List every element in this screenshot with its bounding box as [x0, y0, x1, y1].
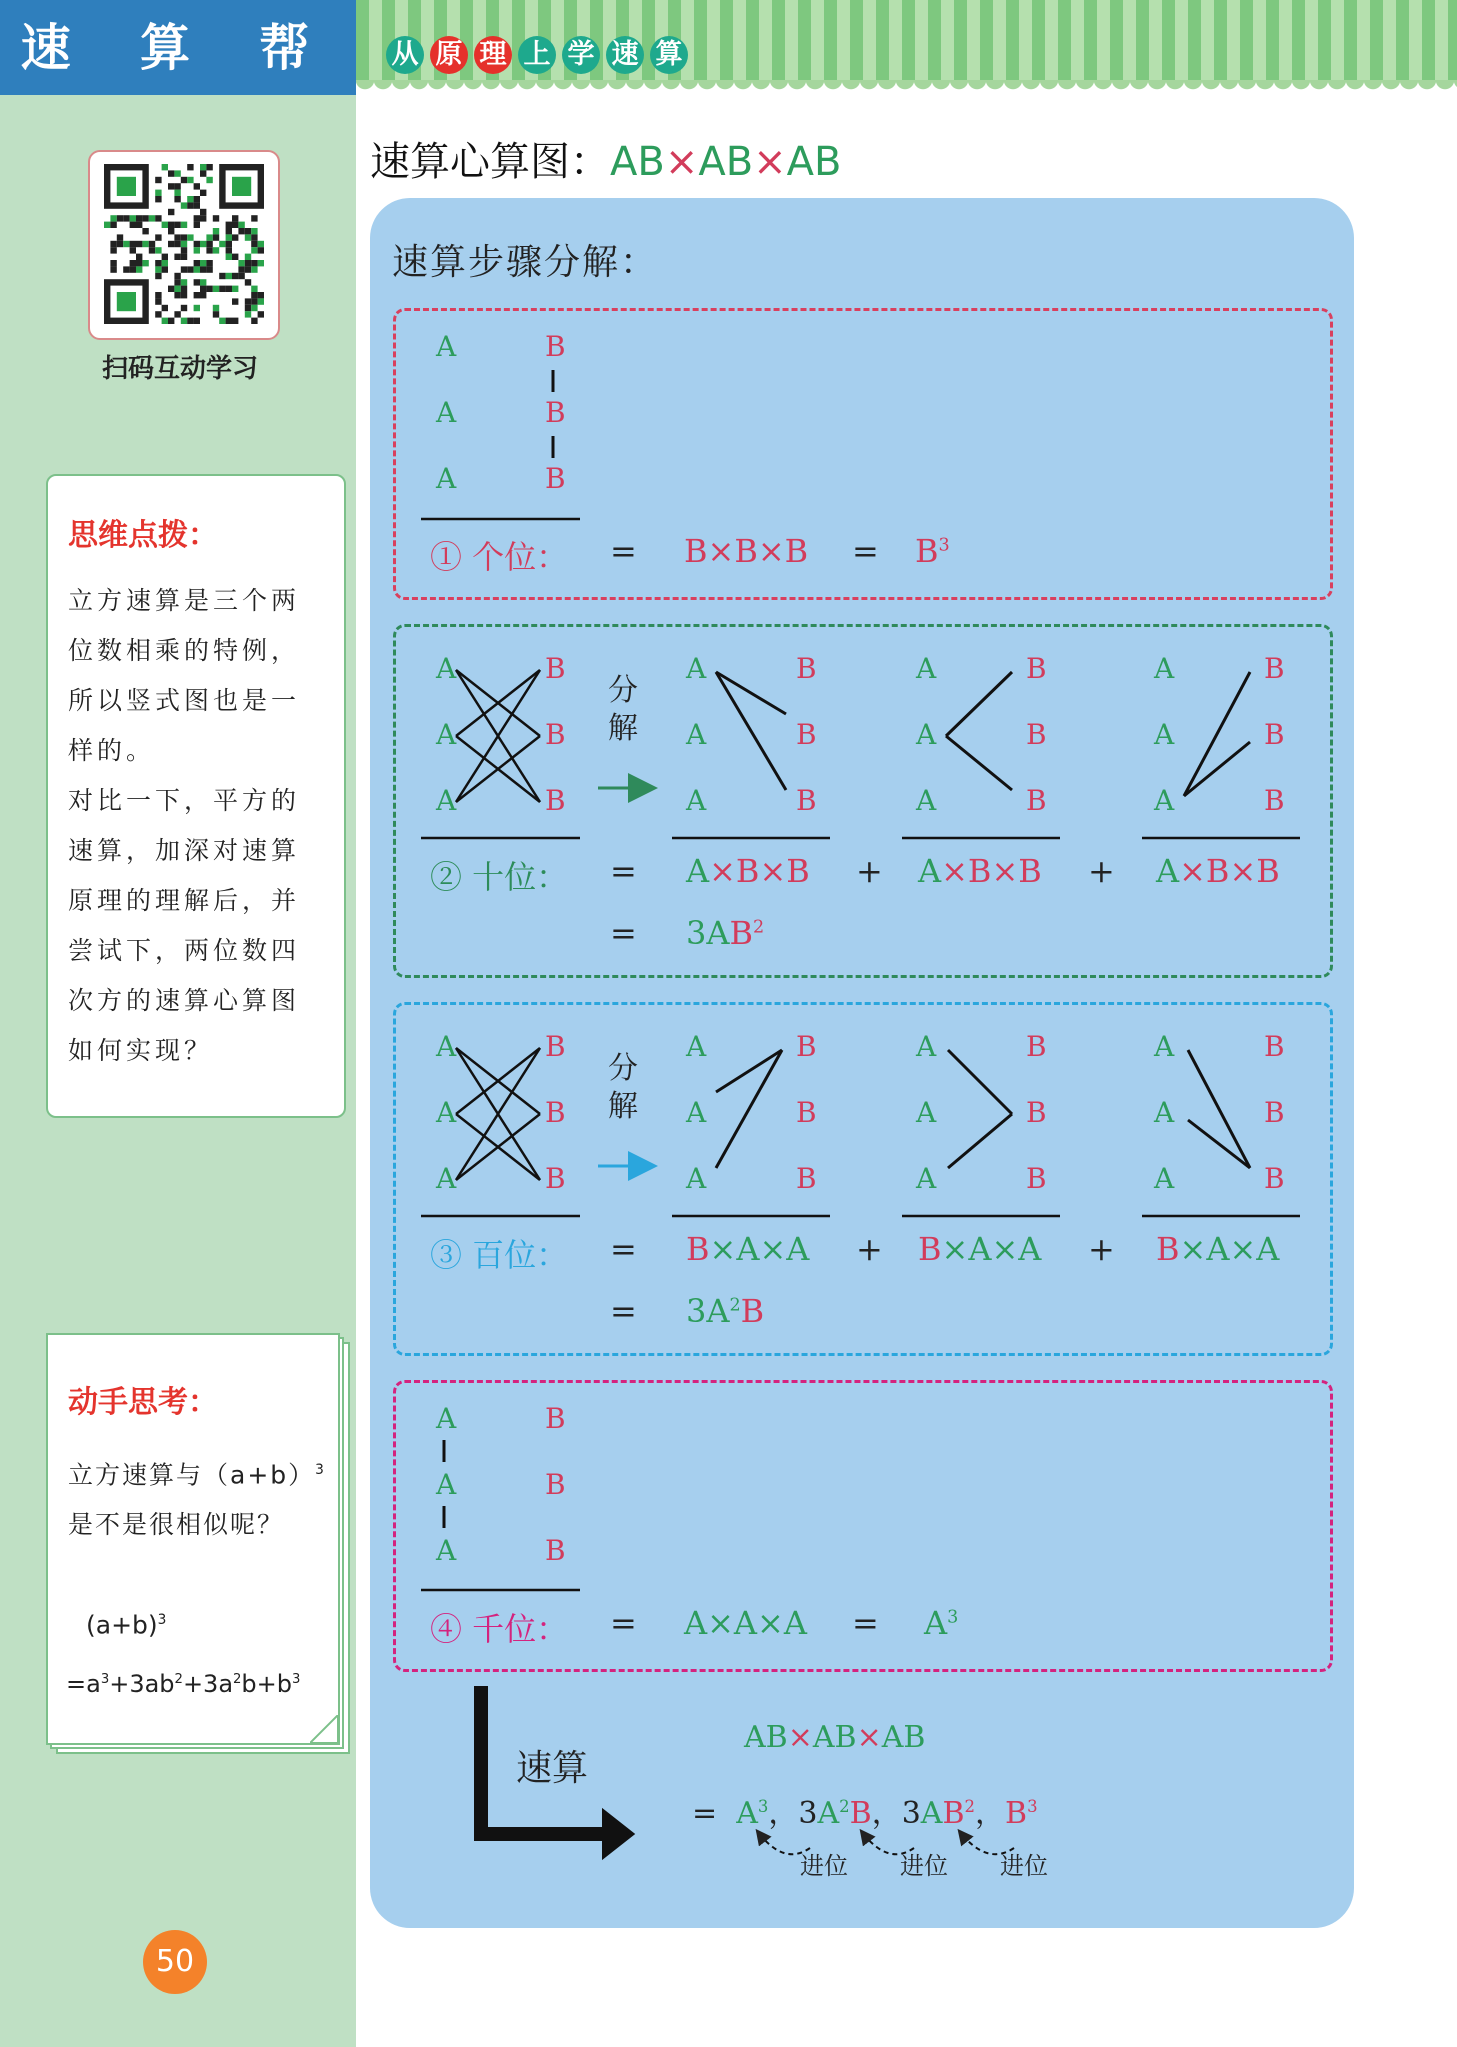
formula-part: 3 [100, 1672, 110, 1687]
steps-title: 速算步骤分解： [392, 242, 659, 283]
step3-sub-letter-b: B [1264, 1162, 1285, 1195]
step3-letter-b: B [545, 1096, 566, 1129]
step3-sub-letter-b: B [796, 1096, 817, 1129]
sub-line [948, 1050, 1012, 1114]
think-line2: 是不是很相似呢？ [68, 1510, 285, 1539]
step2-sub-letter-a: A [916, 784, 937, 817]
step4-expr: A×A×A [684, 1604, 807, 1642]
step4-letter-a: A [436, 1534, 457, 1567]
tips-line: 样的。 [68, 736, 156, 765]
step3-sub-letter-b: B [1264, 1030, 1285, 1063]
eq-sign: = [610, 1292, 637, 1330]
sub-line [1188, 1120, 1250, 1168]
step4-letter-b: B [545, 1468, 566, 1501]
step2-sub-letter-b: B [1264, 784, 1285, 817]
step1-letter-a: A [436, 396, 457, 429]
step3-sub-letter-a: A [916, 1096, 937, 1129]
decompose-label: 分解 [608, 1051, 638, 1124]
eq-sign: = [610, 532, 637, 570]
think-title: 动手思考： [68, 1385, 218, 1420]
tips-line: 所以竖式图也是一 [68, 686, 301, 715]
carry-label: 进位 [800, 1852, 848, 1880]
formula-part: b+b [241, 1670, 292, 1698]
slogan-char: 学 [562, 36, 600, 74]
summary-arrow-head [604, 1812, 632, 1856]
step3-term: B×A×A [686, 1230, 810, 1268]
carry-label: 进位 [900, 1852, 948, 1880]
step3-label: ③ 百位： [430, 1236, 569, 1274]
step2-label: ② 十位： [430, 858, 569, 896]
tips-line: 如何实现？ [68, 1036, 214, 1065]
formula-part: +3a [182, 1670, 234, 1698]
step2-sub-letter-b: B [796, 718, 817, 751]
tips-line: 原理的理解后，并 [68, 886, 301, 915]
step1-label: ① 个位： [430, 538, 569, 576]
formula-part: =a [66, 1670, 101, 1698]
sub-line [946, 672, 1012, 736]
step3-letter-a: A [436, 1162, 457, 1195]
summary-line2: = $A^3$，$3A^2B$，$3AB^2$，$B^3$ [692, 1796, 1038, 1831]
step2-sub-letter-b: B [796, 784, 817, 817]
formula-part: 3 [292, 1672, 301, 1687]
step4-letter-a: A [436, 1402, 457, 1435]
sub-line [716, 1050, 782, 1168]
qr-label: 扫码互动学习 [101, 354, 258, 384]
plus-sign: + [856, 852, 883, 890]
step2-sub-letter-a: A [686, 718, 707, 751]
page-title: 速算心算图：AB×AB×AB [370, 139, 842, 185]
step2-sub-letter-b: B [1026, 652, 1047, 685]
tips-line: 位数相乘的特例， [68, 636, 301, 665]
decompose-label: 分解 [608, 673, 638, 746]
step2-sub-letter-a: A [916, 718, 937, 751]
step2-sub-letter-a: A [1154, 718, 1175, 751]
tips-line: 对比一下，平方的 [68, 786, 301, 815]
step3-term: B×A×A [1156, 1230, 1280, 1268]
step2-term: A×B×B [686, 852, 810, 890]
step3-sub-letter-a: A [686, 1096, 707, 1129]
tips-line: 次方的速算心算图 [68, 986, 301, 1015]
step2-sub-letter-b: B [1026, 718, 1047, 751]
step3-result: $3A^2B$ [686, 1292, 765, 1330]
step1-expr: B×B×B [684, 532, 809, 570]
step4-letter-b: B [545, 1534, 566, 1567]
tips-line: 速算，加深对速算 [68, 836, 301, 865]
step3-letter-b: B [545, 1030, 566, 1063]
eq-sign: = [610, 1604, 637, 1642]
step1-letter-b: B [545, 330, 566, 363]
step3-sub-letter-a: A [1154, 1030, 1175, 1063]
step4-letter-b: B [545, 1402, 566, 1435]
step2-sub-letter-a: A [1154, 652, 1175, 685]
step3-sub-letter-a: A [916, 1162, 937, 1195]
step2-letter-a: A [436, 718, 457, 751]
eq-sign: = [610, 1230, 637, 1268]
tips-title: 思维点拨： [68, 518, 218, 553]
tips-line: 尝试下，两位数四 [68, 936, 301, 965]
step4-label: ④ 千位： [430, 1610, 569, 1648]
step2-sub-letter-a: A [916, 652, 937, 685]
step1-letter-b: B [545, 396, 566, 429]
slogan-char: 速 [606, 36, 644, 74]
carry-label: 进位 [1000, 1852, 1048, 1880]
formula-part: 2 [233, 1672, 242, 1687]
slogan-char: 上 [518, 36, 556, 74]
step3-sub-letter-a: A [686, 1030, 707, 1063]
step2-letter-b: B [545, 784, 566, 817]
formula-part: +3ab [109, 1670, 175, 1698]
sub-line [946, 736, 1012, 790]
formula-part: 2 [174, 1672, 183, 1687]
tips-line: 立方速算是三个两 [68, 586, 301, 615]
sub-line [1188, 1050, 1250, 1168]
step3-letter-b: B [545, 1162, 566, 1195]
step3-sub-letter-b: B [796, 1030, 817, 1063]
step2-sub-letter-b: B [1264, 652, 1285, 685]
step3-sub-letter-b: B [796, 1162, 817, 1195]
eq-sign: = [852, 1604, 879, 1642]
step2-sub-letter-b: B [796, 652, 817, 685]
step2-sub-letter-a: A [1154, 784, 1175, 817]
step1-letter-a: A [436, 462, 457, 495]
plus-sign: + [1088, 852, 1115, 890]
step2-term: A×B×B [1156, 852, 1280, 890]
step3-sub-letter-a: A [1154, 1096, 1175, 1129]
step2-letter-b: B [545, 718, 566, 751]
step1-result: $B^3$ [915, 532, 950, 570]
step2-sub-letter-b: B [1264, 718, 1285, 751]
step3-sub-letter-a: A [686, 1162, 707, 1195]
step2-sub-letter-a: A [686, 652, 707, 685]
step2-term: A×B×B [918, 852, 1042, 890]
step4-letter-a: A [436, 1468, 457, 1501]
plus-sign: + [1088, 1230, 1115, 1268]
step3-letter-a: A [436, 1096, 457, 1129]
step4-result: $A^3$ [924, 1604, 959, 1642]
step3-sub-letter-b: B [1026, 1030, 1047, 1063]
sub-line [716, 672, 786, 714]
step3-sub-letter-b: B [1026, 1162, 1047, 1195]
eq-sign: = [610, 852, 637, 890]
step1-letter-b: B [545, 462, 566, 495]
think-line1: 立方速算与$(a+b)^3$ [68, 1460, 326, 1490]
think-formula1: $(a+b)^3$ [86, 1610, 167, 1640]
summary-line1: AB×AB×AB [744, 1720, 926, 1755]
step3-letter-a: A [436, 1030, 457, 1063]
step2-letter-a: A [436, 784, 457, 817]
step3-sub-letter-b: B [1264, 1096, 1285, 1129]
page-number: 50 [143, 1930, 207, 1994]
slogan-char: 理 [474, 36, 512, 74]
step3-sub-letter-a: A [1154, 1162, 1175, 1195]
sub-line [1184, 742, 1250, 796]
summary-label: 速算 [516, 1748, 589, 1789]
brand-title: 速 算 帮 [0, 0, 356, 95]
step2-sub-letter-b: B [1026, 784, 1047, 817]
step2-result: $3AB^2$ [686, 914, 765, 952]
sub-line [948, 1114, 1012, 1168]
step1-letter-a: A [436, 330, 457, 363]
plus-sign: + [856, 1230, 883, 1268]
step3-term: B×A×A [918, 1230, 1042, 1268]
step2-sub-letter-a: A [686, 784, 707, 817]
slogan-char: 算 [650, 36, 688, 74]
sub-line [716, 1050, 782, 1092]
slogan-char: 从 [386, 36, 424, 74]
step3-sub-letter-b: B [1026, 1096, 1047, 1129]
step3-sub-letter-a: A [916, 1030, 937, 1063]
slogan-char: 原 [430, 36, 468, 74]
step2-letter-a: A [436, 652, 457, 685]
eq-sign: = [610, 914, 637, 952]
sub-line [716, 672, 786, 790]
eq-sign: = [852, 532, 879, 570]
sub-line [1184, 672, 1250, 796]
step2-letter-b: B [545, 652, 566, 685]
